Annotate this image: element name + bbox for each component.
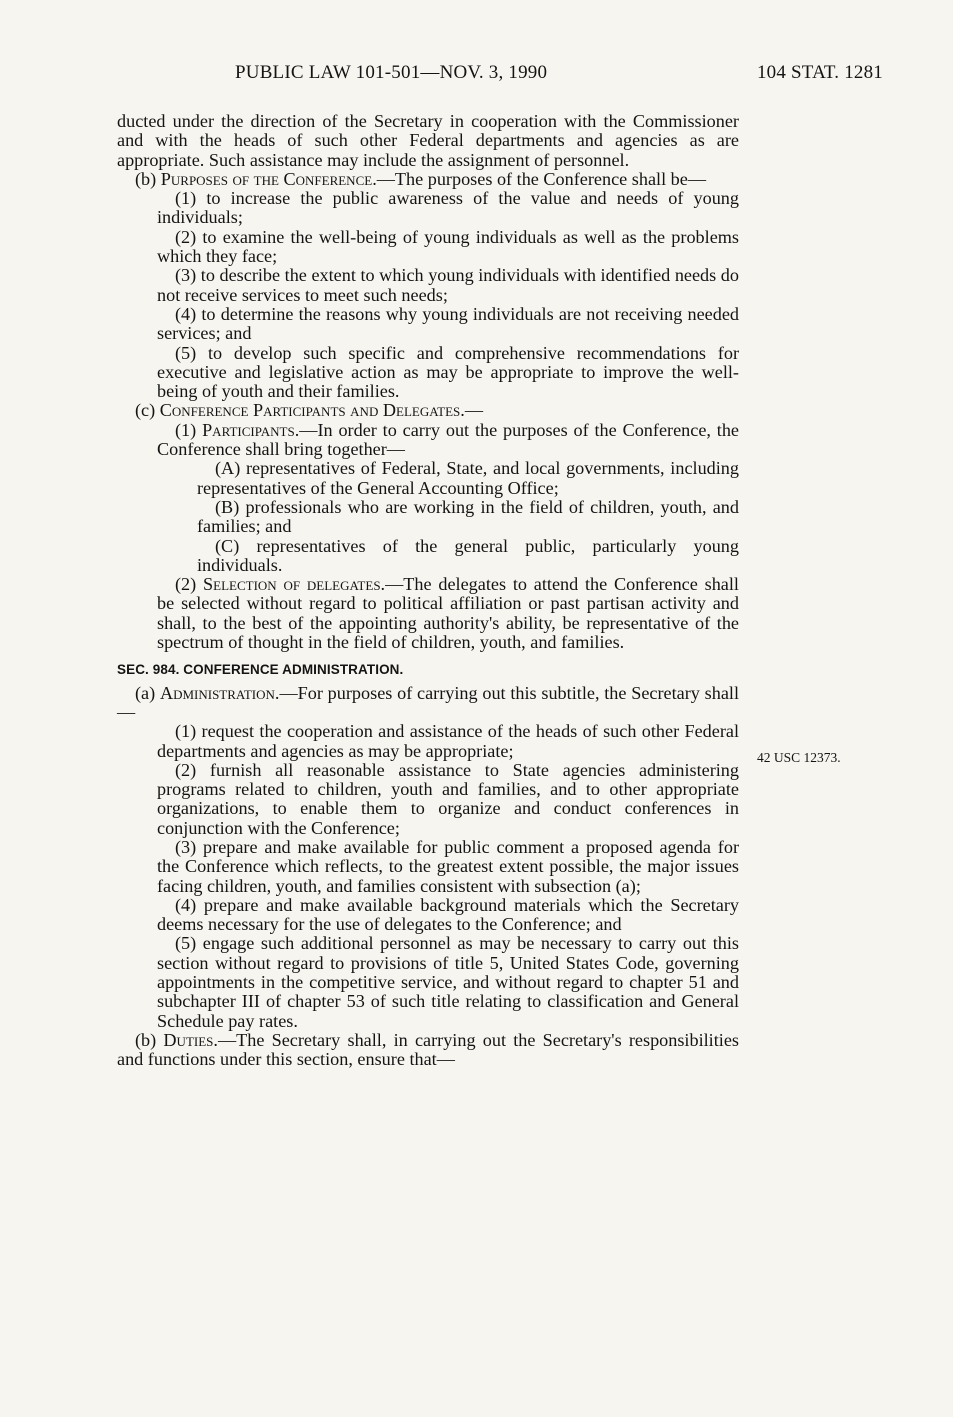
- section-heading: SEC. 984. CONFERENCE ADMINISTRATION.: [117, 662, 404, 678]
- list-item-text: (A) representatives of Federal, State, and local governments, including representatives of the General Accounting Office;: [197, 458, 739, 498]
- continued-paragraph: ducted under the direction of the Secretary in cooperation with the Commissioner and with the heads of such other Federal departments and agencies as are appropriate. Such assistance may include the assignment of personnel.: [117, 111, 739, 170]
- list-item-text: (C) representatives of the general public, particularly young individuals.: [197, 535, 739, 575]
- list-item-text: (3) prepare and make available for public comment a proposed agenda for the Conference which reflects, to the greatest extent possible, the major issues facing children, youth, and families consistent with subsection (a);: [157, 836, 739, 896]
- subsection-label: (b): [135, 1029, 164, 1050]
- list-item: [117, 228, 739, 267]
- subsection-a: [117, 684, 739, 723]
- list-item-text: (3) to describe the extent to which young individuals with identified needs do not receive services to meet such needs;: [157, 265, 739, 305]
- list-item: [117, 459, 739, 498]
- paragraph-text: .—The delegates to attend the Conference shall be selected without regard to political affiliation or past partisan activity and shall, to the best of the appointing authority's ability, be representative of the spectrum of thought in the field of children, youth, and families.: [157, 574, 739, 653]
- list-item: [117, 344, 739, 402]
- paragraph-heading: Selection of delegates: [203, 574, 381, 595]
- list-item-text: (B) professionals who are working in the field of children, youth, and families; and: [197, 496, 739, 537]
- list-item: [117, 537, 739, 576]
- subsection-heading: Administration: [159, 682, 275, 703]
- list-item-text: (1) request the cooperation and assistance of the heads of such other Federal departments and agencies as may be appropriate;: [157, 721, 739, 761]
- list-item-text: (4) to determine the reasons why young individuals are not receiving needed services; and: [157, 303, 739, 344]
- list-item: [117, 498, 739, 537]
- list-item: [117, 305, 739, 344]
- subsection-label: (c): [135, 400, 160, 421]
- paragraph-label: (1): [175, 419, 203, 440]
- paragraph-c1: [117, 421, 739, 460]
- list-item-text: (5) to develop such specific and comprehensive recommendations for executive and legislative action as may be appropriate to improve the well-being of youth and their families.: [157, 342, 739, 402]
- list-item: [117, 896, 739, 935]
- list-item-text: (4) prepare and make available background materials which the Secretary deems necessary for the use of delegates to the Conference; and: [157, 894, 739, 935]
- paragraph-text: .—In order to carry out the purposes of the Conference, the Conference shall bring together—: [157, 419, 739, 460]
- paragraph-label: (2): [175, 574, 204, 595]
- paragraph-c2: [117, 575, 739, 652]
- subsection-label: (b): [135, 168, 161, 189]
- paragraph-heading: Participants: [202, 419, 295, 440]
- subsection-text: .—The Secretary shall, in carrying out the Secretary's responsibilities and functions under this section, ensure that—: [117, 1029, 739, 1070]
- subsection-label: (a): [135, 682, 160, 703]
- subsection-text: .—: [460, 400, 484, 421]
- subsection-b-duties: [117, 1031, 739, 1070]
- subsection-heading: Purposes of the Conference: [160, 168, 373, 189]
- list-item: [117, 266, 739, 305]
- page-title: PUBLIC LAW 101-501—NOV. 3, 1990: [235, 62, 548, 83]
- margin-citation: 42 USC 12373.: [757, 750, 841, 765]
- subsection-c: [117, 401, 739, 420]
- page-header: [117, 62, 883, 88]
- stat-page-number: 104 STAT. 1281: [756, 62, 883, 83]
- subsection-b: [117, 170, 739, 189]
- list-item: [117, 934, 739, 1030]
- list-item-text: (2) furnish all reasonable assistance to State agencies administering programs related to children, youth and families, and to other appropriate organizations, to enable them to organize and conduct conferences in conjunction with the Conference;: [157, 759, 739, 838]
- list-item-text: (5) engage such additional personnel as may be necessary to carry out this section without regard to provisions of title 5, United States Code, governing appointments in the competitive service, and without regard to chapter 51 and subchapter III of chapter 53 of such title relating to classification and General Schedule pay rates.: [157, 933, 739, 1031]
- subsection-heading: Conference Participants and Delegates: [159, 400, 461, 421]
- list-item-text: (2) to examine the well-being of young individuals as well as the problems which they face;: [157, 226, 739, 267]
- subsection-text: .—For purposes of carrying out this subtitle, the Secretary shall—: [117, 682, 739, 722]
- list-item-text: (1) to increase the public awareness of the value and needs of young individuals;: [157, 188, 739, 228]
- list-item: [117, 722, 739, 761]
- subsection-heading: Duties: [163, 1029, 214, 1050]
- list-item: [117, 189, 739, 228]
- list-item: [117, 838, 739, 896]
- list-item: [117, 761, 739, 838]
- document-body: [117, 112, 739, 1070]
- subsection-text: .—The purposes of the Conference shall be—: [372, 168, 707, 189]
